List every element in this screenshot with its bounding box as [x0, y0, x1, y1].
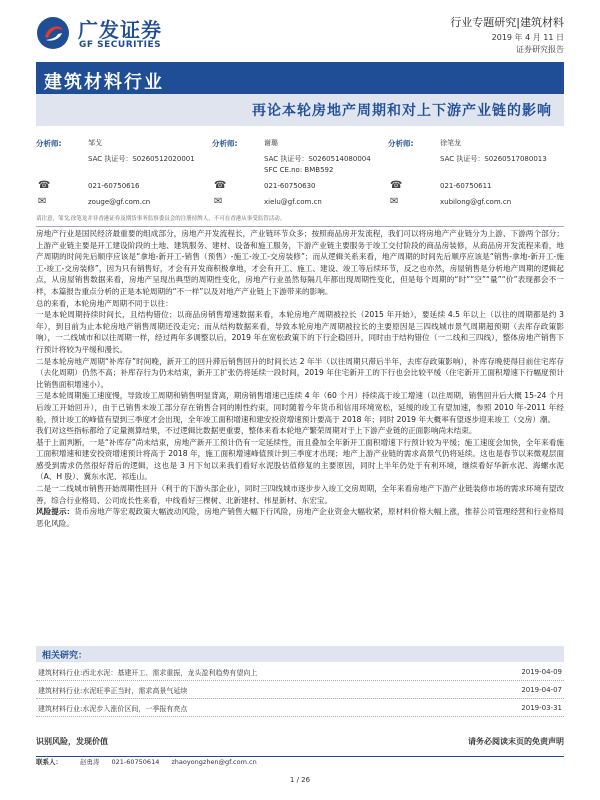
analyst-name: 谢璐: [264, 139, 278, 147]
page-header: [0, 0, 600, 62]
paragraph: 二是一二线城市销售开始周期性回升（利于的下游头部企业），同时三四线城市逐步步入竣工交房周期，全年来看房地产下游产业链装修市场的需求环境有望改善，综合行业格局、公司成长性来看，中线看好三棵树、北新建材、伟星新材、东宏宝。: [36, 484, 564, 505]
related-date: 2019-03-31: [521, 704, 562, 712]
email-icon: ✉: [390, 196, 399, 207]
email-icon: ✉: [38, 196, 47, 207]
analyst-email[interactable]: xielu@gf.com.cn: [264, 198, 322, 206]
analyst-sac: SAC 执证号：S0260514080004: [264, 155, 371, 163]
analyst-label: 分析师:: [36, 139, 62, 148]
analyst-label: 分析师:: [388, 139, 414, 148]
analyst-sac: SAC 执证号：S0260512020001: [88, 155, 195, 163]
related-title: 建筑材料行业:水泥旺季正当时，需求高景气延续: [38, 687, 188, 695]
gf-logo-icon: [36, 16, 70, 50]
paragraph: 房地产行业是国民经济最重要的组成部分，房地产开发流程长，产业链环节众多；按照商品房开发流程，我们可以将房地产产业链分为上游、下游两个部分；上游产业链主要是开工建设阶段的土地、建筑服务、建材、设备和施工服务，下游产业链主要服务于竣工交付阶段的商品房装修，从商品房开发流程来看，地产周期的时间先后顺序应该是“拿地-新开工-销售（预售）-施工-竣工-交房装修”；而从逻辑关系来看，地产周期的时间先后顺序应该是“销售-拿地-新开工-施工-竣工-交房装修”，因为只有销售好，才会有开发商积极拿地，才会有开工、施工、建设、竣工等后续环节，反之也亦然，房屋销售是分析地产周期的逻辑起点，从房屋销售数据来看，房地产呈现出典型的周期性变化，房地产行业虽然每隔几年都出现周期性变化，但是每个周期的“时”“空”“量”“价”表现都会不一样，本篇报告重点分析的正是本轮周期的“不一样”以及对地产产业链上下游带来的影响。: [36, 229, 564, 296]
paragraph: 基于上面判断，一是“补库存”尚未结束，房地产新开工预计仍有一定延续性，而且叠加全年新开工面积增速下行预计较为平缓；施工速度会加快，全年来看施工面积增速和建安投资增速预计将高于 2018 年，施工面积增速峰值预计到三季度才出现；地产上游产业链的需求高景气仍将延续。这也是春节以来微观层面感受到需求仍然很好背后的逻辑，这也是 3 月下旬以来我们看好水泥股估值修复的主要原因，同时上半年仍处于有利环境，继续看好华新水泥、海螺水泥（A、H 股）、冀东水泥、祁连山。: [36, 437, 564, 482]
contact-phone: 021-60750614: [111, 758, 160, 766]
paragraph: 一是本轮周期持续时间长，且结构错位；以商品房销售增速数据来看，本轮房地产周期被拉长（2015 年开始），要延续 4.5 年以上（以往的周期都是约 3 年），到目前为止本轮房地产销售周期还没走完；而从结构数据来看，导致本轮房地产周期被拉长的主要原因是三四线城市景气周期超预期（去库存政策影响），一二线城市和以往周期一样，经过两年多调整以后，2019 年在宽松政策下的下行企稳回升，同时由于结构错位（一二线和三四线），整体房地产销售下行预计将较为平缓和漫长。: [36, 310, 564, 354]
risk-paragraph: [36, 506, 564, 529]
contact-label: 联系人：: [36, 758, 62, 766]
footer-disclaimer: 请务必阅读末页的免责声明: [468, 737, 564, 746]
contact-name: 赵勇涛: [80, 758, 100, 766]
related-date: 2019-04-09: [521, 668, 562, 676]
report-sub: 证券研究报告: [516, 45, 564, 54]
analyst-name: 徐笔龙: [440, 139, 461, 147]
report-body: [36, 228, 564, 529]
analyst-phone: 021-60750630: [264, 182, 316, 190]
paragraph: 二是本轮房地产周期“补库存”时间晚，新开工的回升滞后销售回升的时间长达 2 年半（以往周期只滞后半年，去库存政策影响），补库存晚使得目前住宅库存（去化周期）仍然不高；补库存行为仍未结束，新开工扩张仍将延续一段时间，2019 年住宅新开工的下行也会比较平缓（住宅新开工面积增速下行幅度预计比销售面积增速小）。: [36, 356, 564, 389]
analyst-label: 分析师:: [212, 139, 238, 148]
paragraph: 三是本轮周期施工速度慢，导致竣工周期和销售明显背离，期房销售增速已连续 4 年（60 个月）持续高于竣工增速（以往周期，销售回升后大概 15-24 个月后竣工开始回升），由于已销售未竣工部分存在销售合同的刚性约束，同时随着今年货币和信用环境宽松，延缓的竣工有望加速，参照 2010 年-2011 年经验，预计竣工的峰值有望到三季度才会出现，全年竣工面积增速和建安投资增速预计要高于 2018 年；同时 2019 年大概率有望逐步迎来竣工（交房）潮。: [36, 391, 564, 424]
title-band: [36, 62, 564, 126]
analyst-email[interactable]: zouge@gf.com.cn: [88, 198, 151, 206]
analyst-card: [36, 128, 212, 214]
related-item[interactable]: [36, 682, 564, 699]
analyst-email[interactable]: xubilong@gf.com.cn: [440, 198, 512, 206]
analyst-card: [388, 128, 564, 214]
related-title: 建筑材料行业:水泥步入涨价区间，一季报有亮点: [38, 705, 188, 713]
related-title: 建筑材料行业:西北水泥：基建开工、需求重振，龙头盈利趋势有望向上: [38, 669, 258, 677]
related-heading: 相关研究：: [42, 651, 88, 661]
report-title-bar: [36, 94, 564, 126]
related-date: 2019-04-07: [521, 686, 562, 694]
logo-text-cn: 广发证券: [78, 18, 162, 42]
page-number: 1 / 26: [289, 776, 311, 784]
license-notice: 请注意，邹戈,徐笔龙并非香港证券及期货事务监察委员会的注册持牌人，不可在香港从事受监管活动。: [36, 214, 564, 227]
risk-text: 货币房地产等宏观政策大幅波动风险，房地产销售大幅下行风险，房地产企业资金大幅收紧，原材料价格大幅上涨，推荐公司管理经营和行业格局恶化风险。: [36, 507, 564, 528]
phone-icon: ☎: [38, 180, 51, 191]
analyst-sac: SAC 执证号：S0260517080013: [440, 155, 547, 163]
report-date: 2019 年 4 月 11 日: [491, 33, 564, 42]
related-item[interactable]: [36, 664, 564, 681]
logo-text-en: GF SECURITIES: [79, 40, 162, 50]
footer-slogan: 识别风险，发现价值: [36, 737, 108, 746]
industry-title: 建筑材料行业: [44, 72, 164, 93]
related-item[interactable]: [36, 700, 564, 717]
report-type: 行业专题研究|建筑材料: [450, 16, 564, 29]
paragraph: 总的来看，本轮房地产周期不同于以往：: [36, 298, 173, 308]
phone-icon: ☎: [390, 180, 403, 191]
email-icon: ✉: [214, 196, 223, 207]
paragraph: 我们对这些指标都给了定量测算结果，不过逻辑比数据更重要，整体来看本轮地产繁荣周期对于上下游产业链的正面影响尚未结束。: [36, 426, 477, 436]
analyst-name: 邹戈: [88, 139, 102, 147]
analyst-phone: 021-60750616: [88, 182, 140, 190]
phone-icon: ☎: [214, 180, 227, 191]
contact-email[interactable]: zhaoyongzhen@gf.com.cn: [171, 758, 257, 766]
analyst-card: [212, 128, 388, 214]
analyst-phone: 021-60750611: [440, 182, 492, 190]
footer-contact: [36, 757, 269, 766]
report-title: 再论本轮房地产周期和对上下游产业链的影响: [252, 103, 552, 119]
related-research-header: [36, 646, 564, 662]
risk-label: 风险提示：: [36, 507, 75, 517]
analyst-block: [36, 128, 564, 214]
analyst-sfc: SFC CE.no: BMB592: [264, 166, 334, 174]
